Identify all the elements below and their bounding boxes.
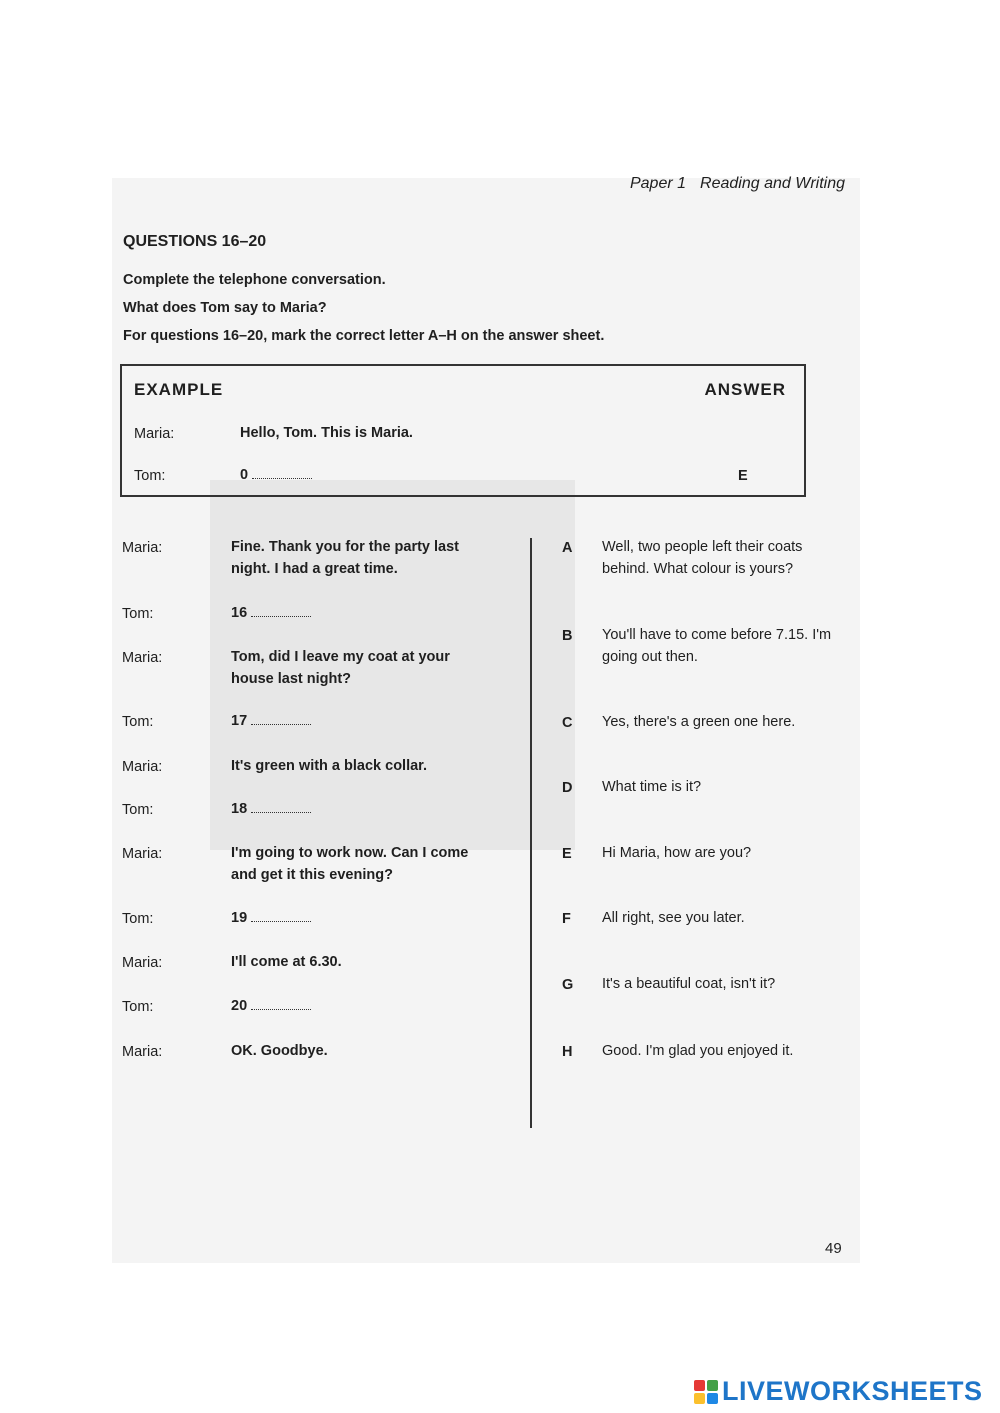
example-number: 0 [240,467,249,483]
dialogue-line: OK. Goodbye. [231,1043,328,1059]
example-answer: E [738,468,748,484]
answer-blank [252,468,312,479]
option-letter: D [562,780,573,796]
option-text: Good. I'm glad you enjoyed it. [602,1043,794,1059]
option-text: It's a beautiful coat, isn't it? [602,976,776,992]
option-letter: H [562,1044,573,1060]
dialogue-speaker: Tom: [122,911,154,927]
dialogue-speaker: Tom: [122,714,154,730]
dialogue-speaker: Maria: [122,759,163,775]
dialogue-speaker: Maria: [122,650,163,666]
logo-square [694,1393,705,1404]
dialogue-speaker: Maria: [122,540,163,556]
logo-square [694,1380,705,1391]
dialogue-line: Tom, did I leave my coat at your house last night? [231,649,450,687]
option-letter: B [562,628,573,644]
answer-slot-16[interactable] [231,602,491,624]
dialogue-line: It's green with a black collar. [231,758,428,774]
question-number: 18 [231,801,248,817]
logo-square [707,1393,718,1404]
option-text: Well, two people left their coats behind. What colour is yours? [602,539,803,577]
option-text: All right, see you later. [602,910,745,926]
example-tom-line [240,464,500,486]
section-label: Reading and Writing [700,175,845,192]
dialogue-speaker: Tom: [122,999,154,1015]
questions-title: QUESTIONS 16–20 [123,233,267,250]
page-header [616,175,845,193]
answer-label: ANSWER [704,380,786,399]
option-letter: G [562,977,574,993]
logo-icon [694,1380,718,1404]
option-text: Hi Maria, how are you? [602,845,752,861]
option-text: What time is it? [602,779,702,795]
answer-slot-18[interactable] [231,798,491,820]
example-maria-speaker: Maria: [134,426,175,442]
answer-blank [251,999,311,1010]
dialogue-speaker: Tom: [122,606,154,622]
option-letter: F [562,911,571,927]
question-number: 20 [231,998,248,1014]
option-letter: A [562,540,573,556]
logo-text: LIVEWORKSHEETS [722,1376,983,1406]
dialogue-line: Fine. Thank you for the party last night. I had a great time. [231,539,460,577]
answer-blank [251,802,311,813]
dialogue-speaker: Maria: [122,846,163,862]
page-number: 49 [825,1240,842,1257]
dialogue-line: I'll come at 6.30. [231,954,342,970]
instruction-1: Complete the telephone conversation. [123,272,386,288]
example-tom-speaker: Tom: [134,468,166,484]
instruction-2: What does Tom say to Maria? [123,300,327,316]
answer-blank [251,911,311,922]
option-text: You'll have to come before 7.15. I'm going out then. [602,627,832,665]
dialogue-speaker: Maria: [122,1044,163,1060]
dialogue-line: I'm going to work now. Can I come and get it this evening? [231,845,469,883]
question-number: 17 [231,713,248,729]
question-number: 16 [231,605,248,621]
example-label: EXAMPLE [134,380,224,399]
logo-square [707,1380,718,1391]
answer-blank [251,606,311,617]
example-box [120,364,806,497]
answer-blank [251,714,311,725]
answer-slot-20[interactable] [231,995,491,1017]
answer-slot-17[interactable] [231,710,491,732]
dialogue-speaker: Maria: [122,955,163,971]
option-letter: C [562,715,573,731]
liveworksheets-logo[interactable] [694,1376,983,1407]
instruction-3: For questions 16–20, mark the correct letter A–H on the answer sheet. [123,328,605,344]
option-text: Yes, there's a green one here. [602,714,796,730]
option-letter: E [562,846,572,862]
answer-slot-19[interactable] [231,907,491,929]
paper-label: Paper 1 [629,175,687,192]
dialogue-speaker: Tom: [122,802,154,818]
column-divider [530,538,532,1128]
question-number: 19 [231,910,248,926]
example-maria-line: Hello, Tom. This is Maria. [240,425,413,441]
